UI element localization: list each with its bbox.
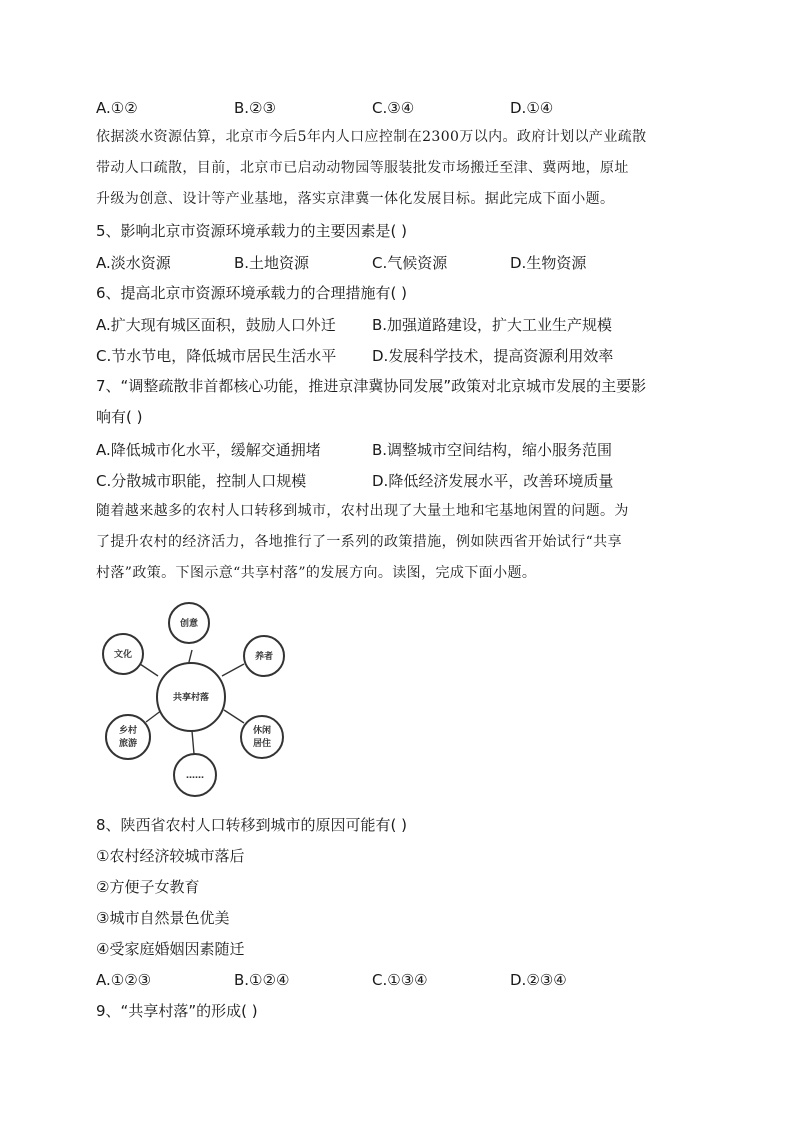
passage-line: 村落”政策。下图示意“共享村落”的发展方向。读图，完成下面小题。	[96, 565, 537, 581]
q4-option-b: B.②③	[234, 99, 276, 117]
q7-option-b: B.调整城市空间结构，缩小服务范围	[372, 441, 613, 459]
q8-option-b: B.①②④	[234, 971, 290, 989]
diagram-node-rural-tourism	[106, 715, 150, 759]
q4-option-a: A.①②	[96, 99, 138, 117]
question-6	[96, 278, 710, 309]
question-5	[96, 216, 710, 247]
q5-option-c: C.气候资源	[372, 254, 448, 272]
question-stem: 响有( )	[96, 408, 143, 426]
diagram-node-more	[174, 754, 216, 796]
statement-item: ④受家庭婚姻因素随迁	[96, 940, 245, 958]
diagram-node-label: 文化	[113, 650, 133, 660]
diagram-node-label: 乡村	[118, 726, 138, 736]
passage-beijing	[96, 122, 710, 215]
shared-village-diagram	[96, 598, 291, 798]
q5-option-b: B.土地资源	[234, 254, 310, 272]
question-stem: 6、提高北京市资源环境承载力的合理措施有( )	[96, 284, 408, 302]
question-stem: 5、影响北京市资源环境承载力的主要因素是( )	[96, 222, 408, 240]
q6-option-a: A.扩大现有城区面积，鼓励人口外迁	[96, 316, 336, 334]
q7-option-c: C.分散城市职能，控制人口规模	[96, 472, 307, 490]
question-7	[96, 371, 710, 433]
diagram-center-label: 共享村落	[172, 693, 210, 703]
question-8	[96, 810, 710, 965]
passage-line: 依据淡水资源估算，北京市今后5年内人口应控制在2300万以内。政府计划以产业疏散	[96, 129, 647, 145]
passage-line: 了提升农村的经济活力，各地推行了一系列的政策措施，例如陕西省开始试行“共享	[96, 534, 622, 550]
passage-line: 随着越来越多的农村人口转移到城市，农村出现了大量土地和宅基地闲置的问题。为	[96, 503, 629, 519]
diagram-node-label: 创意	[179, 619, 199, 629]
passage-line: 带动人口疏散，目前，北京市已启动动物园等服装批发市场搬迁至津、冀两地，原址	[96, 160, 629, 176]
passage-line: 升级为创意、设计等产业基地，落实京津冀一体化发展目标。据此完成下面小题。	[96, 191, 615, 207]
question-stem: 9、“共享村落”的形成( )	[96, 1002, 258, 1020]
q5-option-a: A.淡水资源	[96, 254, 171, 272]
q6-option-d: D.发展科学技术，提高资源利用效率	[372, 347, 614, 365]
diagram-node-creative	[169, 603, 209, 643]
q6-option-b: B.加强道路建设，扩大工业生产规模	[372, 316, 613, 334]
diagram-node-label: 养者	[254, 652, 274, 662]
diagram-node-label: ……	[186, 771, 204, 781]
statement-item: ③城市自然景色优美	[96, 909, 230, 927]
diagram-node-leisure	[241, 716, 283, 758]
q6-option-c: C.节水节电，降低城市居民生活水平	[96, 347, 337, 365]
question-stem: 7、“调整疏散非首都核心功能，推进京津冀协同发展”政策对北京城市发展的主要影	[96, 377, 647, 395]
diagram-center-node	[157, 663, 225, 731]
statement-item: ①农村经济较城市落后	[96, 847, 245, 865]
q8-option-a: A.①②③	[96, 971, 152, 989]
q7-option-d: D.降低经济发展水平，改善环境质量	[372, 472, 614, 490]
q8-option-d: D.②③④	[510, 971, 567, 989]
q5-option-d: D.生物资源	[510, 254, 587, 272]
question-9	[96, 996, 710, 1027]
q4-option-c: C.③④	[372, 99, 415, 117]
question-stem: 8、陕西省农村人口转移到城市的原因可能有( )	[96, 816, 408, 834]
statement-item: ②方便子女教育	[96, 878, 200, 896]
q7-option-a: A.降低城市化水平，缓解交通拥堵	[96, 441, 321, 459]
diagram-node-label: 旅游	[118, 739, 138, 749]
q8-option-c: C.①③④	[372, 971, 428, 989]
q4-option-d: D.①④	[510, 99, 554, 117]
diagram-node-elderly-care	[244, 636, 284, 676]
diagram-node-label: 休闲	[252, 726, 272, 736]
diagram-node-label: 居住	[252, 739, 272, 749]
diagram-node-culture	[103, 634, 143, 674]
passage-shared-village	[96, 496, 710, 589]
